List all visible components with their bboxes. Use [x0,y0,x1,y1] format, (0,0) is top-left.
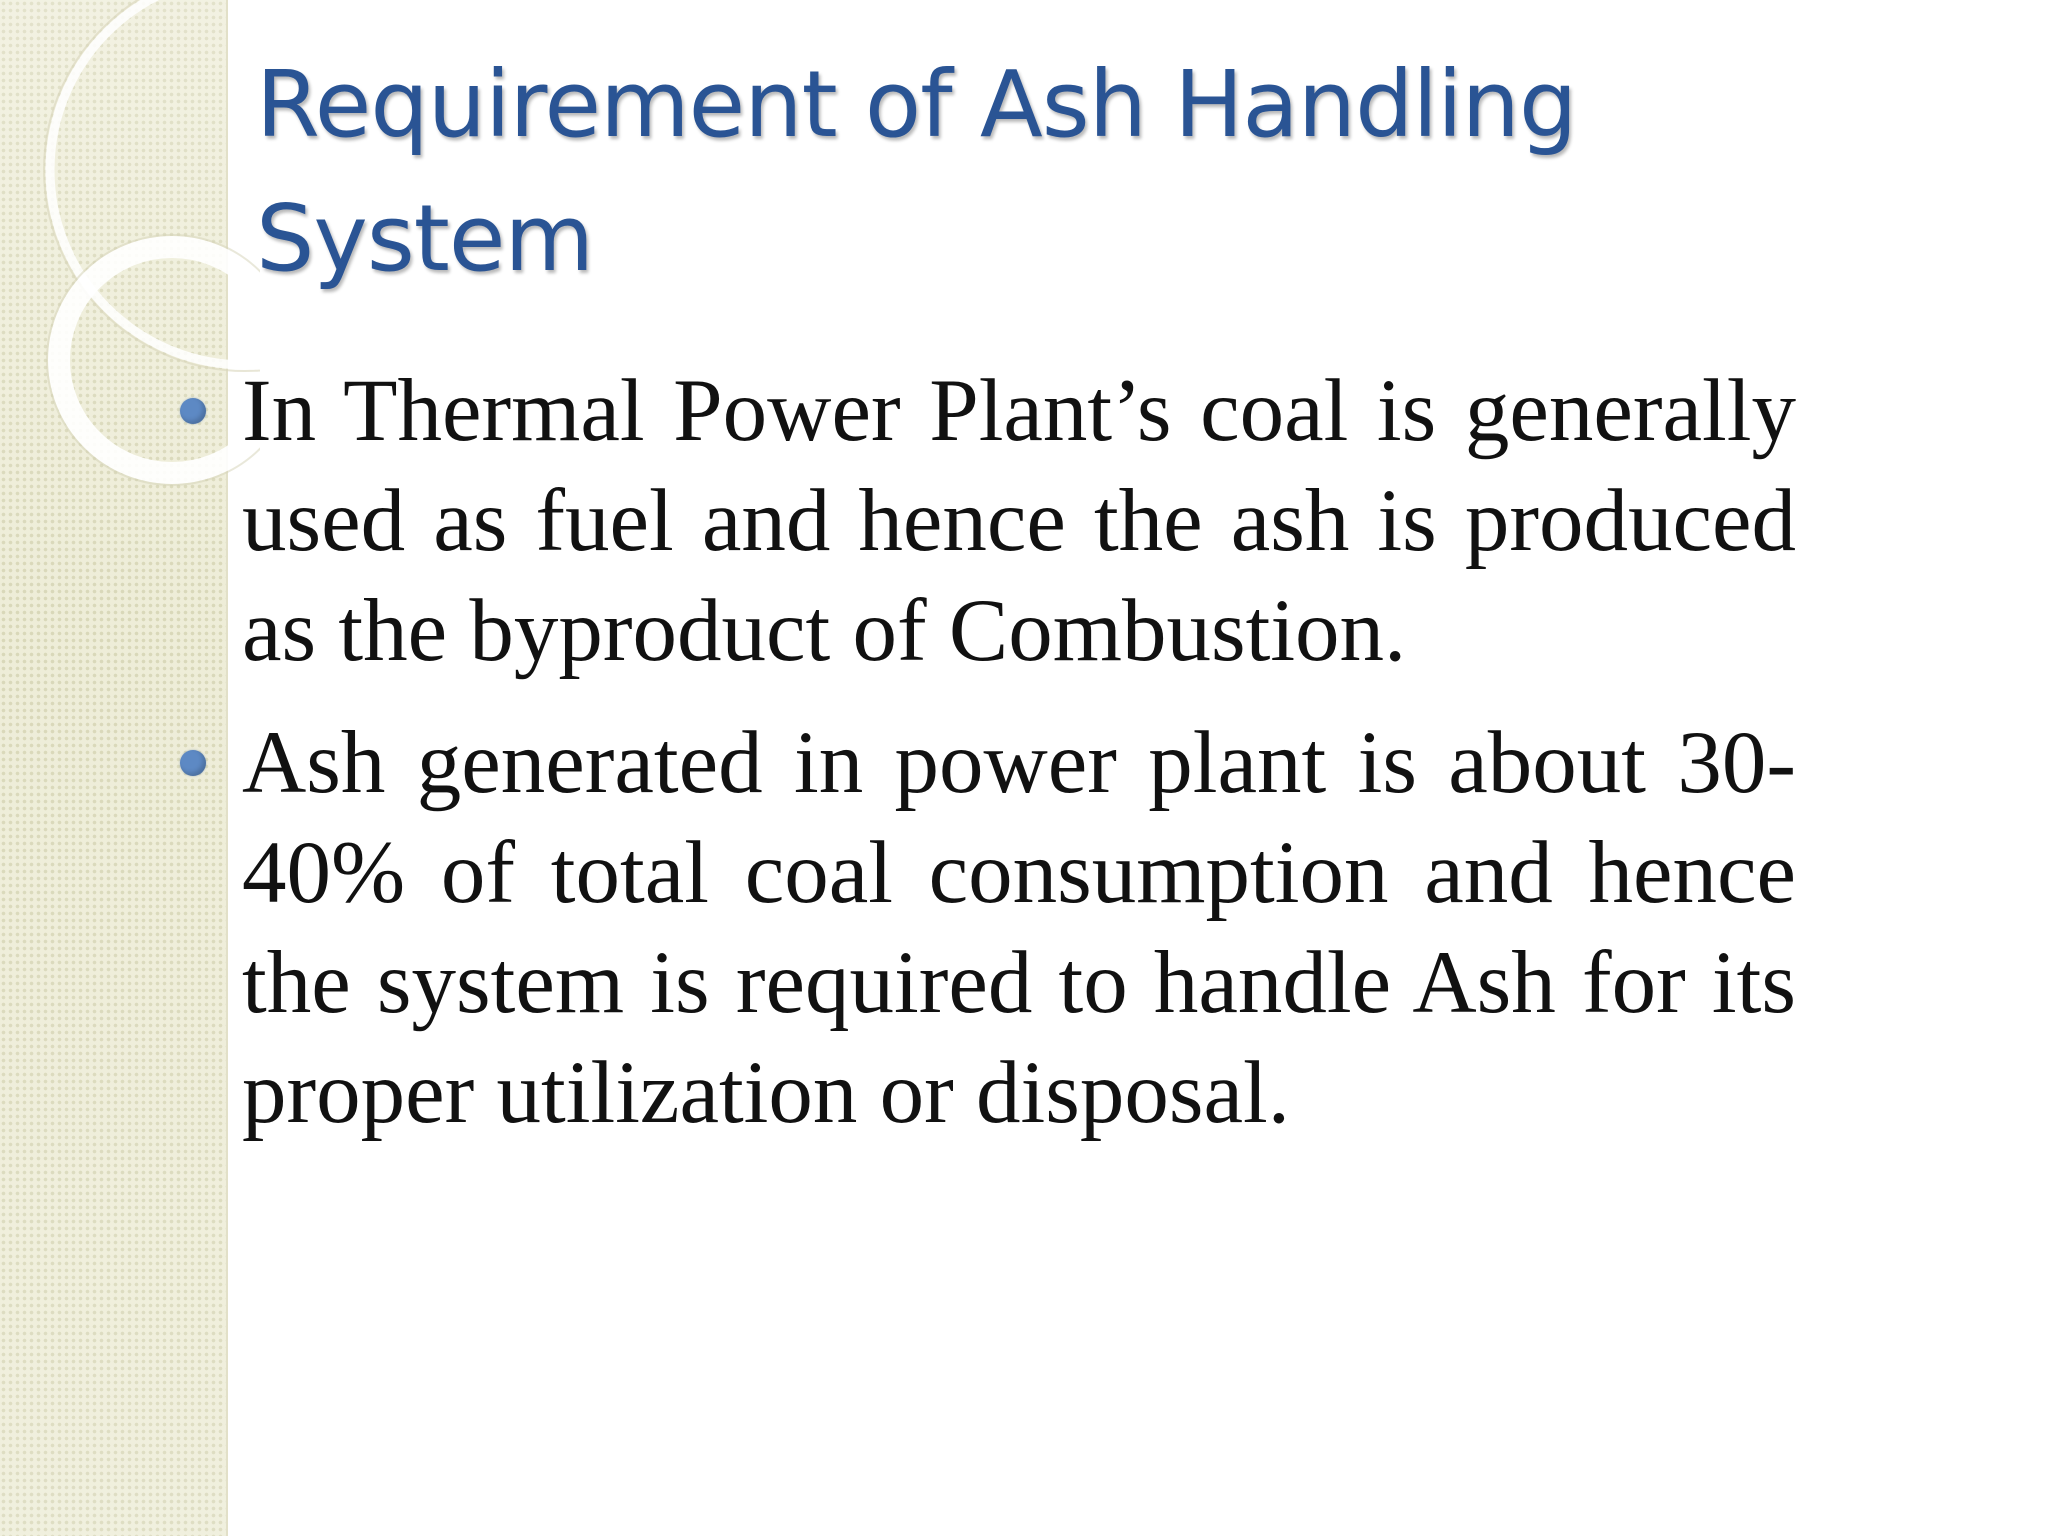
bullet-list [176,356,1796,1170]
bullet-item [176,708,1796,1148]
bullet-text: In Thermal Power Plant’s coal is generally used as fuel and hence the ash is produced as the byproduct of Combustion. [242,362,1796,680]
slide-title: Requirement of Ash Handling System [256,51,1577,292]
bullet-dot-icon [180,398,206,424]
bullet-text: Ash generated in power plant is about 30-40% of total coal consumption and hence the system is required to handle Ash for its proper utilization or disposal. [242,714,1796,1142]
bullet-item [176,356,1796,686]
bullet-dot-icon [180,750,206,776]
